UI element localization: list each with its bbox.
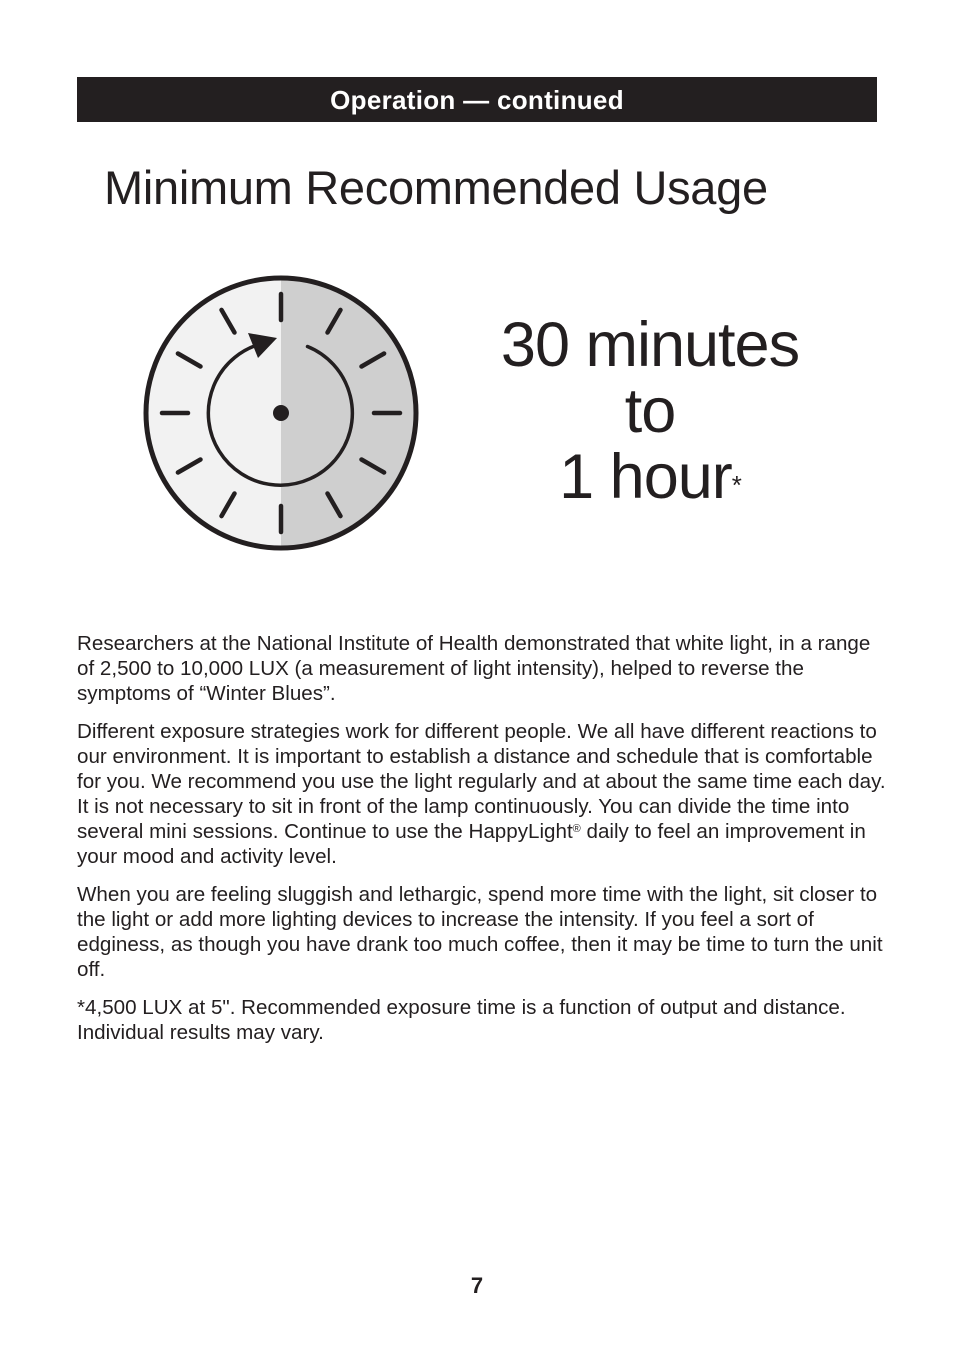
usage-duration: [440, 312, 860, 510]
paragraph-research: Researchers at the National Institute of Health demonstrated that white light, in a range of 2,500 to 10,000 LUX (a measurement of light intensity), helped to reverse the symptoms of “Winter Blues”.: [77, 632, 871, 705]
section-header-title: Operation — continued: [330, 85, 624, 115]
usage-line-3: [440, 444, 860, 510]
usage-asterisk: *: [731, 470, 741, 500]
clock-timer-icon: [140, 272, 422, 554]
paragraph-exposure-text-end: daily to feel an improvement in your mood and activity level.: [77, 820, 866, 868]
usage-line-2: to: [624, 376, 676, 446]
registered-mark: ®: [572, 823, 581, 835]
usage-line-1: 30 minutes: [500, 310, 800, 380]
paragraph-exposure-text: Different exposure strategies work for different people. We all have different reactions to our environment. It is important to establish a distance and schedule that is comfortable for you. We recommend you use the light regularly and at about the same time each day. It is not necessary to sit in front of the lamp continuously. You can divide the time into several mini sessions. Continue to use the HappyLight: [77, 720, 886, 843]
page-title: Minimum Recommended Usage: [104, 161, 768, 214]
body-text: [77, 631, 887, 1058]
paragraph-footnote: *4,500 LUX at 5". Recommended exposure time is a function of output and distance. Individual results may vary.: [77, 996, 846, 1044]
paragraph-exposure-strategies: [77, 719, 887, 869]
usage-line-3-text: 1 hour: [559, 442, 732, 512]
section-header-bar: [77, 77, 877, 122]
page-number: 7: [470, 1273, 484, 1298]
paragraph-sluggish: When you are feeling sluggish and lethargic, spend more time with the light, sit closer to the light or add more lighting devices to increase the intensity. If you feel a sort of edginess, as though you have drank too much coffee, then it may be time to turn the unit off.: [77, 883, 883, 981]
